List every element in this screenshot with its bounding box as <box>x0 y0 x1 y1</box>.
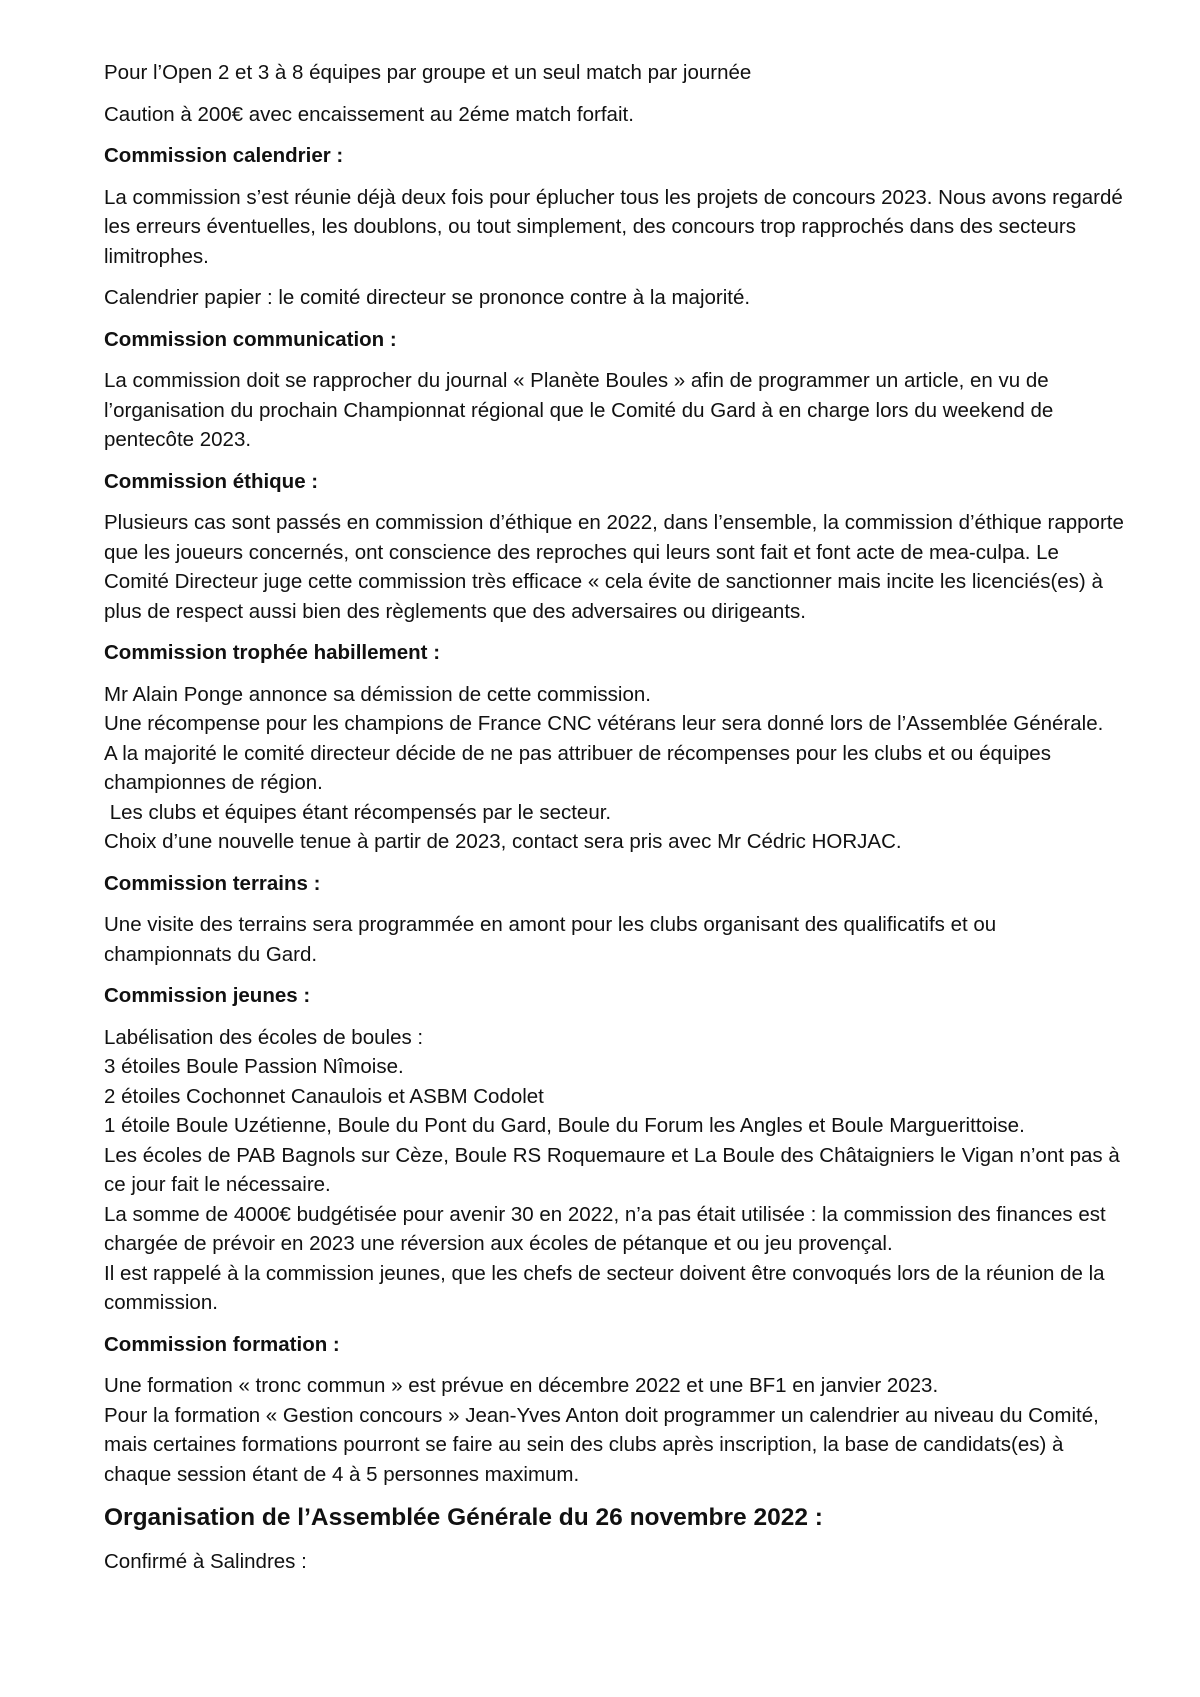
section-ethique <box>104 467 1124 627</box>
jeunes-block <box>104 1023 1124 1318</box>
section-calendrier <box>104 141 1124 313</box>
trophee-block <box>104 680 1124 857</box>
formation-block <box>104 1371 1124 1489</box>
open-rule-text: Pour l’Open 2 et 3 à 8 équipes par groupe et un seul match par journée <box>104 61 752 84</box>
formation-line: Une formation « tronc commun » est prévue en décembre 2022 et une BF1 en janvier 2023. <box>104 1374 939 1397</box>
jeunes-line: Les écoles de PAB Bagnols sur Cèze, Boule RS Roquemaure et La Boule des Châtaigniers le Vigan n’ont pas à ce jour fait le nécessaire. <box>104 1143 1120 1196</box>
heading-formation: Commission formation : <box>104 1332 340 1356</box>
ethique-paragraph: Plusieurs cas sont passés en commission d’éthique en 2022, dans l’ensemble, la commission d’éthique rapporte que les joueurs concernés, ont conscience des reproches qui leurs sont fait et font acte de mea-culpa. Le Comité Directeur juge cette commission très efficace « cela évite de sanctionner mais incite les licenciés(es) à plus de respect aussi bien des règlements que des adversaires ou dirigeants. <box>104 511 1124 623</box>
heading-ethique: Commission éthique : <box>104 469 319 493</box>
jeunes-line: 1 étoile Boule Uzétienne, Boule du Pont du Gard, Boule du Forum les Angles et Boule Marguerittoise. <box>104 1114 1025 1137</box>
jeunes-line: Il est rappelé à la commission jeunes, que les chefs de secteur doivent être convoqués lors de la réunion de la commission. <box>104 1261 1105 1314</box>
calendrier-paragraph-1: La commission s’est réunie déjà deux fois pour éplucher tous les projets de concours 2023. Nous avons regardé les erreurs éventuelles, les doublons, ou tout simplement, des concours trop rapprochés dans des secteurs limitrophes. <box>104 185 1123 268</box>
trophee-line: Mr Alain Ponge annonce sa démission de cette commission. <box>104 682 651 706</box>
section-assemblee <box>104 1501 1124 1577</box>
jeunes-line: Labélisation des écoles de boules : <box>104 1025 424 1049</box>
section-communication <box>104 325 1124 455</box>
caution-text: Caution à 200€ avec encaissement au 2éme match forfait. <box>104 102 634 126</box>
jeunes-line: 2 étoiles Cochonnet Canaulois et ASBM Codolet <box>104 1084 544 1108</box>
terrains-paragraph: Une visite des terrains sera programmée en amont pour les clubs organisant des qualificatifs et ou championnats du Gard. <box>104 913 997 966</box>
jeunes-line: La somme de 4000€ budgétisée pour avenir 30 en 2022, n’a pas était utilisée : la commission des finances est chargée de prévoir en 2023 une réversion aux écoles de pétanque et ou jeu provençal. <box>104 1202 1106 1255</box>
heading-jeunes: Commission jeunes : <box>104 984 311 1007</box>
document-page <box>104 58 1124 1589</box>
assemblee-title: Organisation de l’Assemblée Générale du 26 novembre 2022 : <box>104 1504 823 1531</box>
heading-communication: Commission communication : <box>104 327 397 351</box>
calendrier-paragraph-2: Calendrier papier : le comité directeur se prononce contre à la majorité. <box>104 286 751 309</box>
section-jeunes <box>104 981 1124 1318</box>
communication-paragraph: La commission doit se rapprocher du journal « Planète Boules » afin de programmer un article, en vu de l’organisation du prochain Championnat régional que le Comité du Gard à en charge lors du weekend de pentecôte 2023. <box>104 369 1054 451</box>
section-formation <box>104 1330 1124 1490</box>
trophee-line: Choix d’une nouvelle tenue à partir de 2023, contact sera pris avec Mr Cédric HORJAC. <box>104 830 902 853</box>
formation-line: Pour la formation « Gestion concours » Jean-Yves Anton doit programmer un calendrier au niveau du Comité, mais certaines formations pourront se faire au sein des clubs après inscription, la base de candidats(es) à chaque session étant de 4 à 5 personnes maximum. <box>104 1403 1099 1486</box>
assemblee-paragraph: Confirmé à Salindres : <box>104 1550 307 1573</box>
section-terrains <box>104 869 1124 970</box>
section-trophee <box>104 638 1124 857</box>
jeunes-line: 3 étoiles Boule Passion Nîmoise. <box>104 1055 404 1078</box>
trophee-line: A la majorité le comité directeur décide de ne pas attribuer de récompenses pour les clubs et ou équipes championnes de région. <box>104 741 1051 794</box>
trophee-line: Les clubs et équipes étant récompensés par le secteur. <box>104 800 612 824</box>
heading-trophee: Commission trophée habillement : <box>104 641 441 664</box>
heading-terrains: Commission terrains : <box>104 871 321 895</box>
trophee-line: Une récompense pour les champions de France CNC vétérans leur sera donné lors de l’Assemblée Générale. <box>104 712 1104 735</box>
heading-calendrier: Commission calendrier : <box>104 144 344 167</box>
